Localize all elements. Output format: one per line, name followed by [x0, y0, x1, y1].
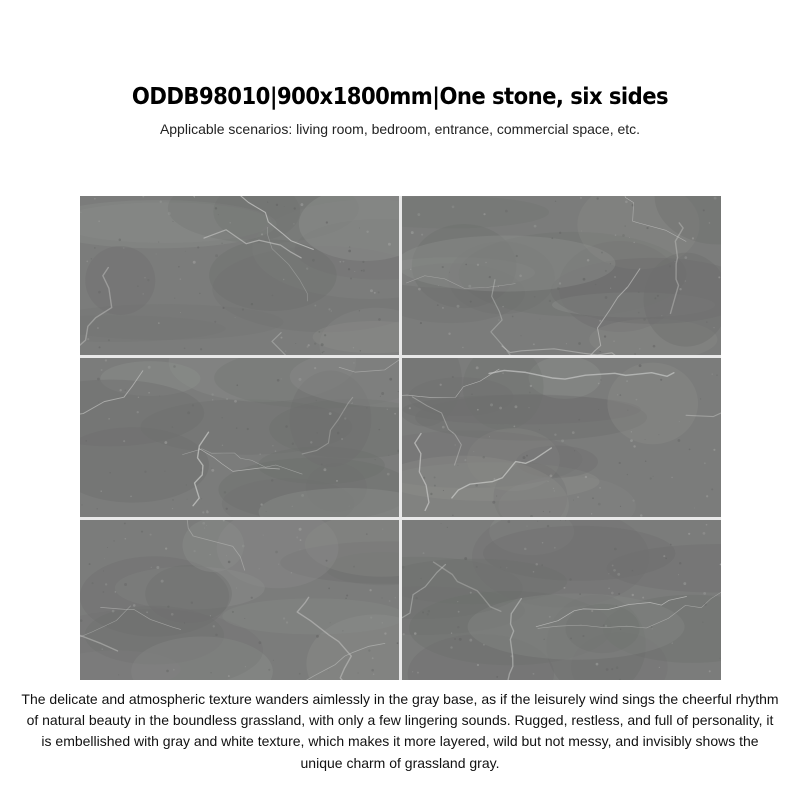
product-description: The delicate and atmospheric texture wanders aimlessly in the gray base, as if the leisurely wind sings the cheerful rhythm of natural beauty in the boundless grassland, with only a few lingering sounds. Rugged, restless, and full of personality, it is embellished with gray and white texture, which makes it more layered, wild but not messy, and invisibly shows the unique charm of grassland gray.	[21, 691, 779, 771]
stone-tile-4	[402, 358, 721, 517]
stone-tile-5	[80, 520, 399, 680]
stone-texture	[80, 520, 399, 680]
stone-texture	[402, 520, 721, 680]
stone-tile-6	[402, 520, 721, 680]
stone-tile-grid	[80, 196, 721, 680]
stone-texture	[402, 358, 721, 517]
stone-tile-2	[402, 196, 721, 355]
stone-texture	[80, 358, 399, 517]
stone-texture	[402, 196, 721, 355]
stone-tile-3	[80, 358, 399, 517]
applicable-scenarios: Applicable scenarios: living room, bedroom, entrance, commercial space, etc.	[159, 121, 641, 137]
stone-texture	[80, 196, 399, 355]
stone-tile-1	[80, 196, 399, 355]
product-title: ODDB98010|900x1800mm|One stone, six sides	[131, 84, 669, 110]
